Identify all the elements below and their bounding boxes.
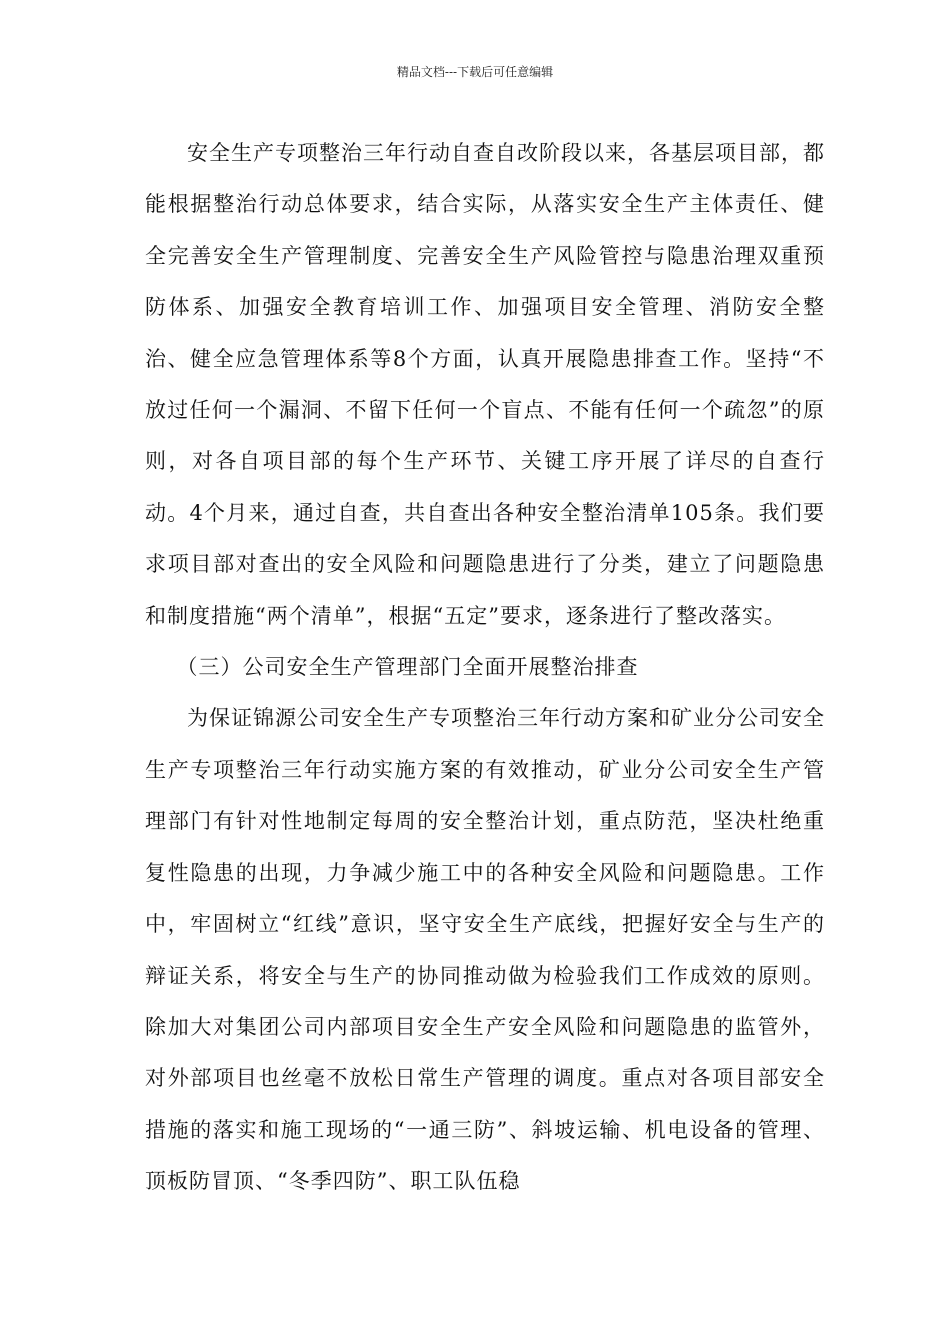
section-heading: （三）公司安全生产管理部门全面开展整治排查 — [176, 655, 639, 680]
document-body — [145, 128, 825, 1208]
page-header: 精品文档---下载后可任意编辑 — [396, 65, 554, 79]
paragraph-self-inspection: 安全生产专项整治三年行动自查自改阶段以来，各基层项目部，都能根据整治行动总体要求，结合实际，从落实安全生产主体责任、健全完善安全生产管理制度、完善安全生产风险管控与隐患治理双重预防体系、加强安全教育培训工作、加强项目安全管理、消防安全整治、健全应急管理体系等8个方面，认真开展隐患排查工作。坚持“不放过任何一个漏洞、不留下任何一个盲点、不能有任何一个疏忽”的原则，对各自项目部的每个生产环节、关键工序开展了详尽的自查行动。4个月来，通过自查，共自查出各种安全整治清单105条。我们要求项目部对查出的安全风险和问题隐患进行了分类，建立了问题隐患和制度措施“两个清单”，根据“五定”要求，逐条进行了整改落实。 — [145, 141, 825, 628]
paragraph-department-inspection: 为保证锦源公司安全生产专项整治三年行动方案和矿业分公司安全生产专项整治三年行动实施方案的有效推动，矿业分公司安全生产管理部门有针对性地制定每周的安全整治计划，重点防范，坚决杜绝重复性隐患的出现，力争减少施工中的各种安全风险和问题隐患。工作中，牢固树立“红线”意识，坚守安全生产底线，把握好安全与生产的辩证关系，将安全与生产的协同推动做为检验我们工作成效的原则。除加大对集团公司内部项目安全生产安全风险和问题隐患的监管外，对外部项目也丝毫不放松日常生产管理的调度。重点对各项目部安全措施的落实和施工现场的“一通三防”、斜坡运输、机电设备的管理、顶板防冒顶、“冬季四防”、职工队伍稳 — [145, 706, 825, 1194]
